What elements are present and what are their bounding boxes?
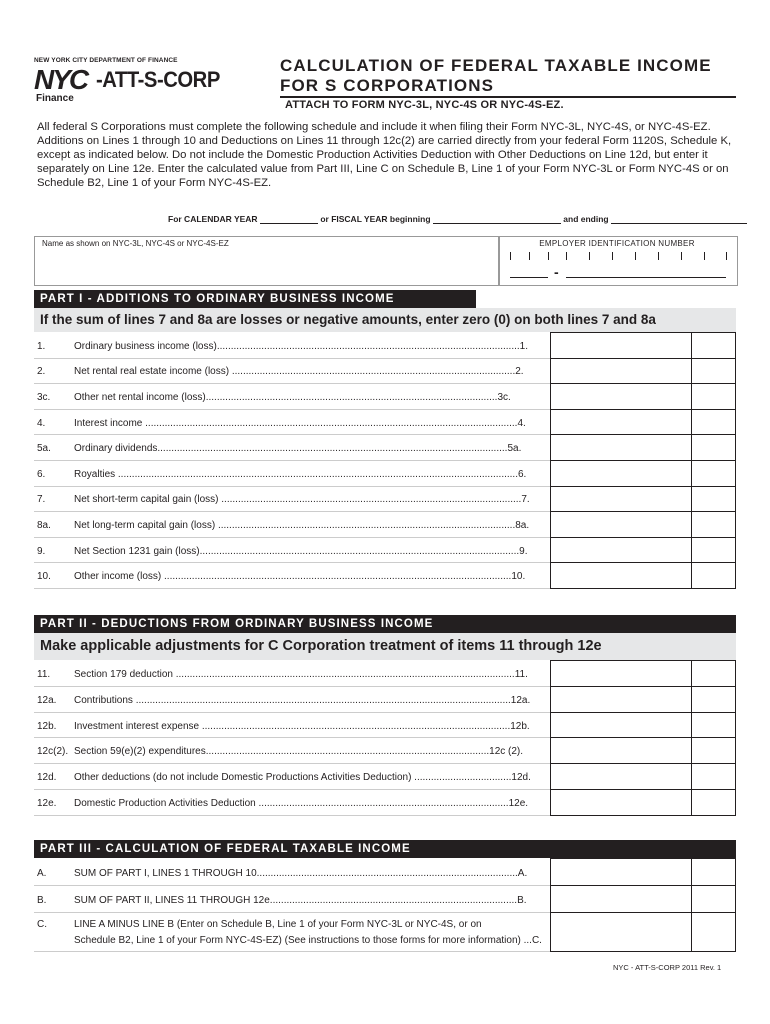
row-divider [34,409,550,410]
row-divider [34,912,550,913]
cents-field[interactable] [692,790,736,816]
line-label: Domestic Production Activities Deduction ..........................................................................................12e. [74,797,529,809]
cents-field[interactable] [692,563,736,589]
line-number: 1. [37,340,46,352]
amount-field[interactable] [550,790,692,816]
calendar-year-field[interactable] [260,214,318,224]
amount-field[interactable] [550,435,692,461]
line-label: Net long-term capital gain (loss) ...........................................................................................................8a. [74,520,530,531]
amount-field[interactable] [550,859,692,886]
line-number: 12e. [37,797,57,809]
line-number: 6. [37,468,46,480]
line-label: Contributions .......................................................................................................................................12a. [74,694,531,706]
line-label: Section 59(e)(2) expenditures......................................................................................................12c (2). [74,746,524,758]
row-divider [34,737,550,738]
line-number: 12a. [37,694,57,706]
amount-field[interactable] [550,738,692,764]
form-title-line1: CALCULATION OF FEDERAL TAXABLE INCOME [280,56,712,75]
row-divider [34,815,550,816]
ein-suffix-baseline [566,277,726,278]
cents-field[interactable] [692,435,736,461]
intro-paragraph: All federal S Corporations must complete the following schedule and include it when filing their Form NYC-3L, NYC-4S, or NYC-4S-EZ. Additions on Lines 1 through 10 and Deductions on Lines 11 through 12c(2) are carried directly from your federal Form 1120S, Schedule K, except as indicated below. Do not include the Domestic Production Activities Deduction with Other Deductions on Line 12d, but enter it separately on Line 12e. Enter the calculated value from Part III, Line C on Schedule B, Line 1 of your Form NYC-3L or Form NYC-4S or on Schedule B2, Line 1 of your Form NYC-4S-EZ. [37,121,732,189]
part1-header: PART I - ADDITIONS TO ORDINARY BUSINESS INCOME [34,290,476,308]
cents-field[interactable] [692,764,736,790]
ein-tick [548,252,549,260]
ein-prefix-baseline [510,277,548,278]
row-divider [34,763,550,764]
amount-field[interactable] [550,764,692,790]
ein-tick [566,252,567,260]
attach-instruction: ATTACH TO FORM NYC-3L, NYC-4S OR NYC-4S-EZ. [285,99,564,111]
ein-dash: - [554,264,559,280]
ein-tick [704,252,705,260]
amount-field[interactable] [550,538,692,564]
line-number: C. [37,919,47,930]
ein-tick [658,252,659,260]
line-label: Ordinary business income (loss).............................................................................................................1. [74,340,529,352]
cents-field[interactable] [692,538,736,564]
line-label: Ordinary dividends..............................................................................................................................5a. [74,443,522,455]
amount-field[interactable] [550,886,692,913]
amount-field[interactable] [550,333,692,359]
nyc-logo: NYC [34,64,88,95]
line-label: Section 179 deduction ..........................................................................................................................11. [74,668,528,680]
cents-field[interactable] [692,359,736,385]
cents-field[interactable] [692,384,736,410]
row-divider [34,460,550,461]
cents-field[interactable] [692,687,736,713]
line-number: 12b. [37,720,57,732]
amount-field[interactable] [550,410,692,436]
row-divider [34,588,550,589]
line-label: Interest income ......................................................................................................................................4. [74,417,526,429]
line-label: Investment interest expense ...............................................................................................................12b. [74,720,530,732]
row-divider [34,789,550,790]
ending-label: and ending [563,214,609,224]
cents-field[interactable] [692,512,736,538]
line-label: Other income (loss) .............................................................................................................................10. [74,571,526,583]
line-label: Other net rental income (loss).........................................................................................................3c. [74,392,511,403]
line-label: Net rental real estate income (loss) ......................................................................................................2. [74,366,524,378]
fiscal-year-label: or FISCAL YEAR beginning [320,214,431,224]
line-label: SUM OF PART II, LINES 11 THROUGH 12e.........................................................................................B. [74,894,527,906]
ein-tick [612,252,613,260]
department-name: NEW YORK CITY DEPARTMENT OF FINANCE [34,57,178,64]
fiscal-begin-field[interactable] [433,214,561,224]
form-title-line2: FOR S CORPORATIONS [280,76,495,95]
part2-header: PART II - DEDUCTIONS FROM ORDINARY BUSINESS INCOME [34,615,736,633]
amount-field[interactable] [550,384,692,410]
amount-field[interactable] [550,661,692,687]
line-number: 11. [37,668,51,680]
row-divider [34,358,550,359]
cents-field[interactable] [692,886,736,913]
amount-field[interactable] [550,913,692,952]
ein-tick [635,252,636,260]
amount-field[interactable] [550,687,692,713]
cents-field[interactable] [692,859,736,886]
line-number: B. [37,894,47,906]
name-label: Name as shown on NYC-3L, NYC-4S or NYC-4S-EZ [42,239,229,248]
ein-label: EMPLOYER IDENTIFICATION NUMBER [539,239,695,248]
line-label: SUM OF PART I, LINES 1 THROUGH 10..............................................................................................A. [74,867,528,879]
calendar-year-label: For CALENDAR YEAR [168,214,258,224]
form-footer: NYC - ATT-S-CORP 2011 Rev. 1 [613,963,722,972]
row-divider [34,562,550,563]
cents-field[interactable] [692,661,736,687]
line-label: Other deductions (do not include Domestic Productions Activities Deduction) ...................................12d. [74,772,531,784]
line-label: Royalties ................................................................................................................................................6. [74,468,527,480]
row-divider [34,537,550,538]
amount-field[interactable] [550,563,692,589]
ein-tick [589,252,590,260]
line-label: LINE A MINUS LINE B (Enter on Schedule B, Line 1 of your Form NYC-3L or NYC-4S, or on [74,919,482,930]
line-number: 2. [37,366,46,378]
cents-field[interactable] [692,410,736,436]
amount-field[interactable] [550,359,692,385]
amount-field[interactable] [550,713,692,739]
part1-subhead: If the sum of lines 7 and 8a are losses or negative amounts, enter zero (0) on both lines 7 and 8a [34,308,736,332]
line-label: Net short-term capital gain (loss) ............................................................................................................7. [74,494,530,506]
ein-tick [510,252,511,260]
line-number: 3c. [37,392,51,403]
part3-header: PART III - CALCULATION OF FEDERAL TAXABLE INCOME [34,840,736,858]
row-divider [34,486,550,487]
form-code: -ATT-S-CORP [96,67,220,92]
tax-period-line [168,214,747,224]
line-number: 12d. [37,772,57,784]
line-number: 4. [37,417,46,429]
cents-field[interactable] [692,913,736,952]
part2-subhead: Make applicable adjustments for C Corporation treatment of items 11 through 12e [34,633,736,660]
row-divider [34,434,550,435]
finance-label: Finance [36,93,74,104]
line-label: Net Section 1231 gain (loss)...................................................................................................................9. [74,545,528,557]
line-number: 10. [37,571,51,583]
amount-field[interactable] [550,487,692,513]
line-number: A. [37,867,47,879]
ein-tick [529,252,530,260]
line-number: 9. [37,545,46,557]
cents-field[interactable] [692,738,736,764]
amount-field[interactable] [550,461,692,487]
cents-field[interactable] [692,461,736,487]
ein-tick [726,252,727,260]
fiscal-end-field[interactable] [611,214,747,224]
title-rule [280,96,736,98]
cents-field[interactable] [692,487,736,513]
line-number: 5a. [37,443,51,455]
row-divider [34,885,550,886]
row-divider [34,511,550,512]
line-number: 12c(2). [37,746,69,758]
row-divider [34,686,550,687]
line-number: 7. [37,494,46,506]
line-number: 8a. [37,520,51,531]
row-divider [34,951,550,952]
cents-field[interactable] [692,713,736,739]
cents-field[interactable] [692,333,736,359]
line-label-continued: Schedule B2, Line 1 of your Form NYC-4S-EZ) (See instructions to those forms for more information) ...C. [74,935,542,946]
amount-field[interactable] [550,512,692,538]
ein-tick [681,252,682,260]
row-divider [34,712,550,713]
row-divider [34,383,550,384]
